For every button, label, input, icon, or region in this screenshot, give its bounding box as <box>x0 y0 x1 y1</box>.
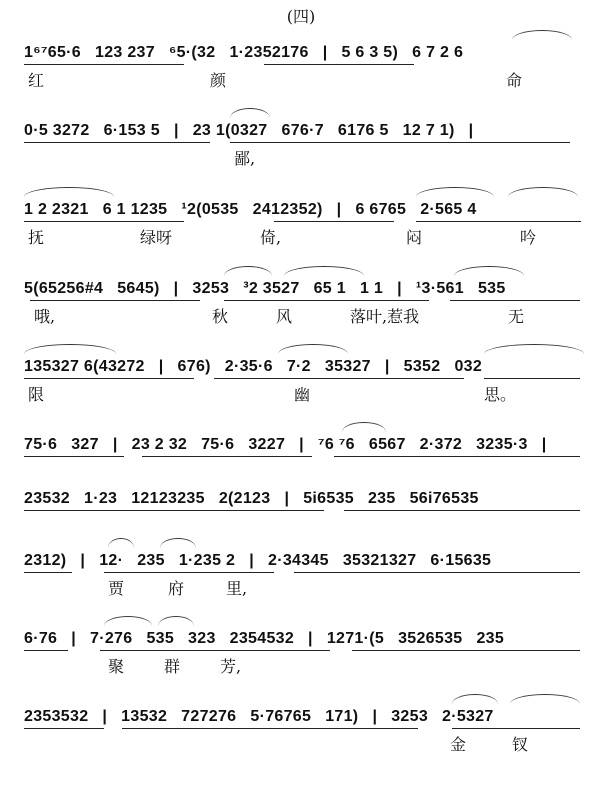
beat-underline <box>24 510 324 511</box>
barline: | <box>173 122 179 139</box>
beat-underline <box>24 728 104 729</box>
note-group: 1⁶⁷65·6 <box>24 44 81 61</box>
note-group: 2·372 <box>419 436 463 453</box>
slur <box>452 694 498 704</box>
lyric-line <box>24 576 584 598</box>
beat-underline <box>100 650 330 651</box>
note-group: 135327 6(43272 <box>24 358 145 375</box>
lyric: 里, <box>226 579 248 598</box>
lyric: 芳, <box>220 657 242 676</box>
lyric: 红 <box>28 71 45 90</box>
lyric: 落叶,惹我 <box>350 307 420 326</box>
beat-underline <box>344 510 580 511</box>
lyric: 群 <box>164 657 181 676</box>
beat-underline <box>24 221 184 222</box>
note-group: 6·153 5 <box>103 122 160 139</box>
note-group: ⁷6 ⁷6 <box>317 436 355 453</box>
note-group: 6176 5 <box>337 122 389 139</box>
note-group: 2·34345 <box>268 552 329 569</box>
lyric: 哦, <box>34 307 56 326</box>
lyric: 闷 <box>406 228 423 247</box>
beat-underline <box>294 572 580 573</box>
barline: | <box>541 436 547 453</box>
slur <box>230 108 270 118</box>
slur <box>512 30 572 40</box>
slur <box>510 694 580 704</box>
slur <box>278 344 348 354</box>
note-group: 235 <box>476 630 505 647</box>
beat-underline <box>24 456 124 457</box>
note-group: 13532 <box>121 708 168 725</box>
note-group: 327 <box>71 436 99 453</box>
section-title: (四) <box>286 7 316 26</box>
beat-underline <box>24 142 210 143</box>
lyric: 限 <box>28 385 45 404</box>
note-group: ⁶5·(32 <box>168 44 216 61</box>
notation-line <box>24 352 496 376</box>
note-group: 6 6765 <box>355 201 407 218</box>
note-group: 23 2 32 <box>131 436 188 453</box>
note-group: 75·6 <box>201 436 235 453</box>
slur <box>342 422 386 432</box>
note-group: 3235·3 <box>476 436 528 453</box>
beat-underline <box>352 650 580 651</box>
note-group: 6·15635 <box>430 552 492 569</box>
lyric: 命 <box>506 71 523 90</box>
barline: | <box>308 630 313 647</box>
note-group: 12123235 <box>131 490 205 507</box>
barline: | <box>102 708 108 725</box>
beat-underline <box>214 378 464 379</box>
note-group: 3227 <box>248 436 286 453</box>
barline: | <box>249 552 254 569</box>
note-group: 535 <box>146 630 175 647</box>
beat-underline <box>30 300 200 301</box>
note-group: 2·5327 <box>442 708 494 725</box>
barline: | <box>284 490 290 507</box>
note-group: 1 1 <box>359 280 384 297</box>
note-group: 2354532 <box>229 630 295 647</box>
slur <box>484 344 584 354</box>
beat-underline <box>24 378 194 379</box>
beat-underline <box>104 572 274 573</box>
note-group: 123 237 <box>95 44 155 61</box>
note-group: 7·2 <box>286 358 311 375</box>
note-group: 3526535 <box>398 630 463 647</box>
note-group: 6567 <box>368 436 406 453</box>
lyric: 吟 <box>520 228 537 247</box>
notation-line <box>24 195 491 219</box>
note-group: 2·565 4 <box>420 201 477 218</box>
note-group: 5352 <box>403 358 441 375</box>
beat-underline <box>230 142 570 143</box>
note-group: 65 1 <box>313 280 346 297</box>
note-group: 535 <box>477 280 506 297</box>
note-group: 235 <box>137 552 165 569</box>
lyric-line <box>24 68 584 90</box>
slur <box>158 616 194 626</box>
note-group: 727276 <box>181 708 237 725</box>
beat-underline <box>24 64 184 65</box>
lyric: 秋 <box>212 307 229 326</box>
lyric-line <box>24 304 584 326</box>
note-group: 323 <box>188 630 216 647</box>
note-group: 2353532 <box>24 708 89 725</box>
notation-line <box>24 274 520 298</box>
slur <box>24 187 114 197</box>
slur <box>160 538 196 548</box>
lyric-line <box>24 382 584 404</box>
beat-underline <box>452 728 580 729</box>
note-group: 0·5 3272 <box>24 122 90 139</box>
barline: | <box>299 436 304 453</box>
slur <box>108 538 134 548</box>
lyric-line <box>24 732 584 754</box>
note-group: 2·35·6 <box>224 358 273 375</box>
notation-line <box>24 702 508 726</box>
note-group: 171) <box>325 708 359 725</box>
barline: | <box>71 630 77 647</box>
lyric: 贾 <box>108 579 125 598</box>
note-group: 56i76535 <box>409 490 479 507</box>
notation-line <box>24 546 505 570</box>
lyric-line <box>24 146 584 168</box>
beat-underline <box>224 300 429 301</box>
note-group: 032 <box>454 358 483 375</box>
note-group: 12· <box>99 552 124 569</box>
note-group: 5 6 3 5) <box>341 44 399 61</box>
beat-underline <box>484 378 580 379</box>
barline: | <box>80 552 86 569</box>
note-group: 5·76765 <box>250 708 312 725</box>
note-group: 6 7 2 6 <box>412 44 464 61</box>
note-group: 5(65256#4 <box>24 280 104 297</box>
note-group: 12 7 1) <box>402 122 455 139</box>
note-group: 1·235 2 <box>178 552 236 569</box>
beat-underline <box>416 221 581 222</box>
slur <box>454 266 524 276</box>
lyric: 无 <box>508 307 525 326</box>
notation-line <box>24 116 487 140</box>
note-group: 23 1(0327 <box>192 122 268 139</box>
barline: | <box>173 280 179 297</box>
slur <box>416 187 494 197</box>
note-group: 1 2 2321 <box>24 201 89 218</box>
note-group: 1271·(5 <box>326 630 385 647</box>
note-group: 3253 <box>391 708 429 725</box>
note-group: ³2 3527 <box>243 280 300 297</box>
slur <box>284 266 364 276</box>
beat-underline <box>334 456 580 457</box>
beat-underline <box>122 728 418 729</box>
note-group: 2312) <box>24 552 67 569</box>
note-group: 35321327 <box>342 552 417 569</box>
note-group: 23532 <box>24 490 70 507</box>
lyric: 风 <box>276 307 293 326</box>
beat-underline <box>24 650 68 651</box>
slur <box>508 187 578 197</box>
barline: | <box>336 201 342 218</box>
note-group: 3253 <box>192 280 230 297</box>
note-group: ¹3·561 <box>415 280 464 297</box>
note-group: 7·276 <box>90 630 133 647</box>
barline: | <box>112 436 118 453</box>
slur <box>104 616 152 626</box>
note-group: 75·6 <box>24 436 58 453</box>
lyric: 思。 <box>484 385 517 404</box>
lyric: 钗 <box>512 735 529 754</box>
note-group: 235 <box>367 490 396 507</box>
beat-underline <box>264 64 414 65</box>
note-group: 6·76 <box>24 630 58 647</box>
lyric: 幽 <box>294 385 311 404</box>
note-group: 676) <box>177 358 211 375</box>
lyric: 绿呀 <box>140 228 173 247</box>
lyric: 鄙, <box>234 149 256 168</box>
lyric-line <box>24 654 584 676</box>
barline: | <box>397 280 402 297</box>
note-group: 5i6535 <box>303 490 354 507</box>
note-group: 35327 <box>324 358 371 375</box>
note-group: 5645) <box>117 280 160 297</box>
barline: | <box>322 44 328 61</box>
beat-underline <box>142 456 312 457</box>
lyric: 倚, <box>260 228 282 247</box>
barline: | <box>384 358 390 375</box>
barline: | <box>372 708 378 725</box>
notation-line <box>24 430 561 454</box>
lyric: 府 <box>168 579 185 598</box>
slur <box>24 344 116 354</box>
note-group: 2(2123 <box>218 490 271 507</box>
beat-underline <box>450 300 580 301</box>
note-group: 6 1 1235 <box>102 201 168 218</box>
barline: | <box>158 358 164 375</box>
notation-line <box>24 484 493 508</box>
lyric: 金 <box>450 735 467 754</box>
lyric: 聚 <box>108 657 125 676</box>
lyric-line <box>24 225 584 247</box>
slur <box>224 266 272 276</box>
note-group: 2412352) <box>252 201 323 218</box>
notation-line <box>24 38 477 62</box>
note-group: 1·23 <box>84 490 118 507</box>
barline: | <box>468 122 474 139</box>
beat-underline <box>24 572 72 573</box>
beat-underline <box>274 221 394 222</box>
note-group: 1·2352176 <box>229 44 309 61</box>
lyric: 抚 <box>28 228 45 247</box>
notation-line <box>24 624 518 648</box>
lyric: 颜 <box>210 71 227 90</box>
note-group: 676·7 <box>281 122 324 139</box>
note-group: ¹2(0535 <box>181 201 239 218</box>
